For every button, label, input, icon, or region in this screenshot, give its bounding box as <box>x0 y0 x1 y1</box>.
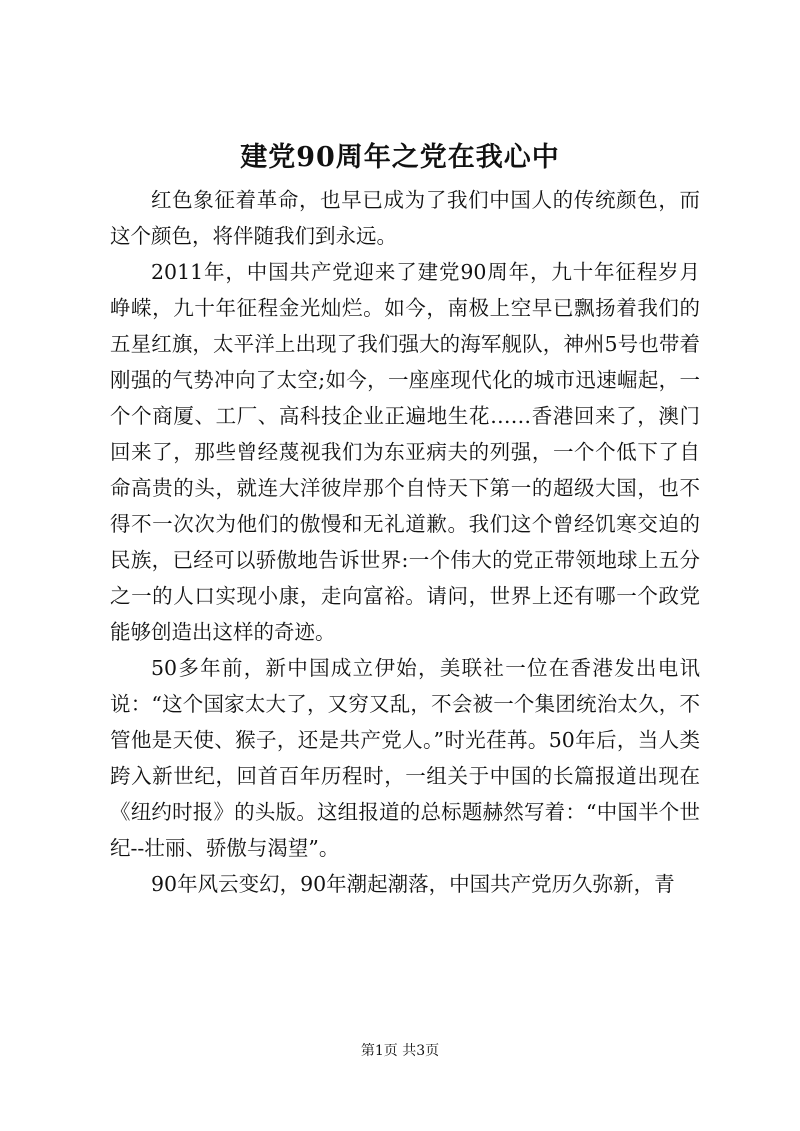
paragraph: 50多年前，新中国成立伊始，美联社一位在香港发出电讯说：“这个国家太大了，又穷又乱，不会被一个集团统治太久，不管他是天使、猴子，还是共产党人。”时光荏苒。50年后，当人类跨入新世纪，回首百年历程时，一组关于中国的长篇报道出现在《纽约时报》的头版。这组报道的总标题赫然写着：“中国半个世纪--壮丽、骄傲与渴望”。 <box>110 656 700 860</box>
paragraph: 2011年，中国共产党迎来了建党90周年，九十年征程岁月峥嵘，九十年征程金光灿烂。如今，南极上空早已飘扬着我们的五星红旗，太平洋上出现了我们强大的海军舰队，神州5号也带着刚强的气势冲向了太空;如今，一座座现代化的城市迅速崛起，一个个商厦、工厂、高科技企业正遍地生花……香港回来了，澳门回来了，那些曾经蔑视我们为东亚病夫的列强，一个个低下了自命高贵的头，就连大洋彼岸那个自恃天下第一的超级大国，也不得不一次次为他们的傲慢和无礼道歉。我们这个曾经饥寒交迫的民族，已经可以骄傲地告诉世界:一个伟大的党正带领地球上五分之一的人口实现小康，走向富裕。请问，世界上还有哪一个政党能够创造出这样的奇迹。 <box>110 260 700 644</box>
paragraph: 90年风云变幻，90年潮起潮落，中国共产党历久弥新，青 <box>151 872 675 896</box>
document-body <box>110 182 700 902</box>
document-title: 建党90周年之党在我心中 <box>240 142 560 173</box>
page-footer: 第1页 共3页 <box>360 1043 440 1059</box>
paragraph: 红色象征着革命，也早已成为了我们中国人的传统颜色，而这个颜色，将伴随我们到永远。 <box>110 188 700 248</box>
